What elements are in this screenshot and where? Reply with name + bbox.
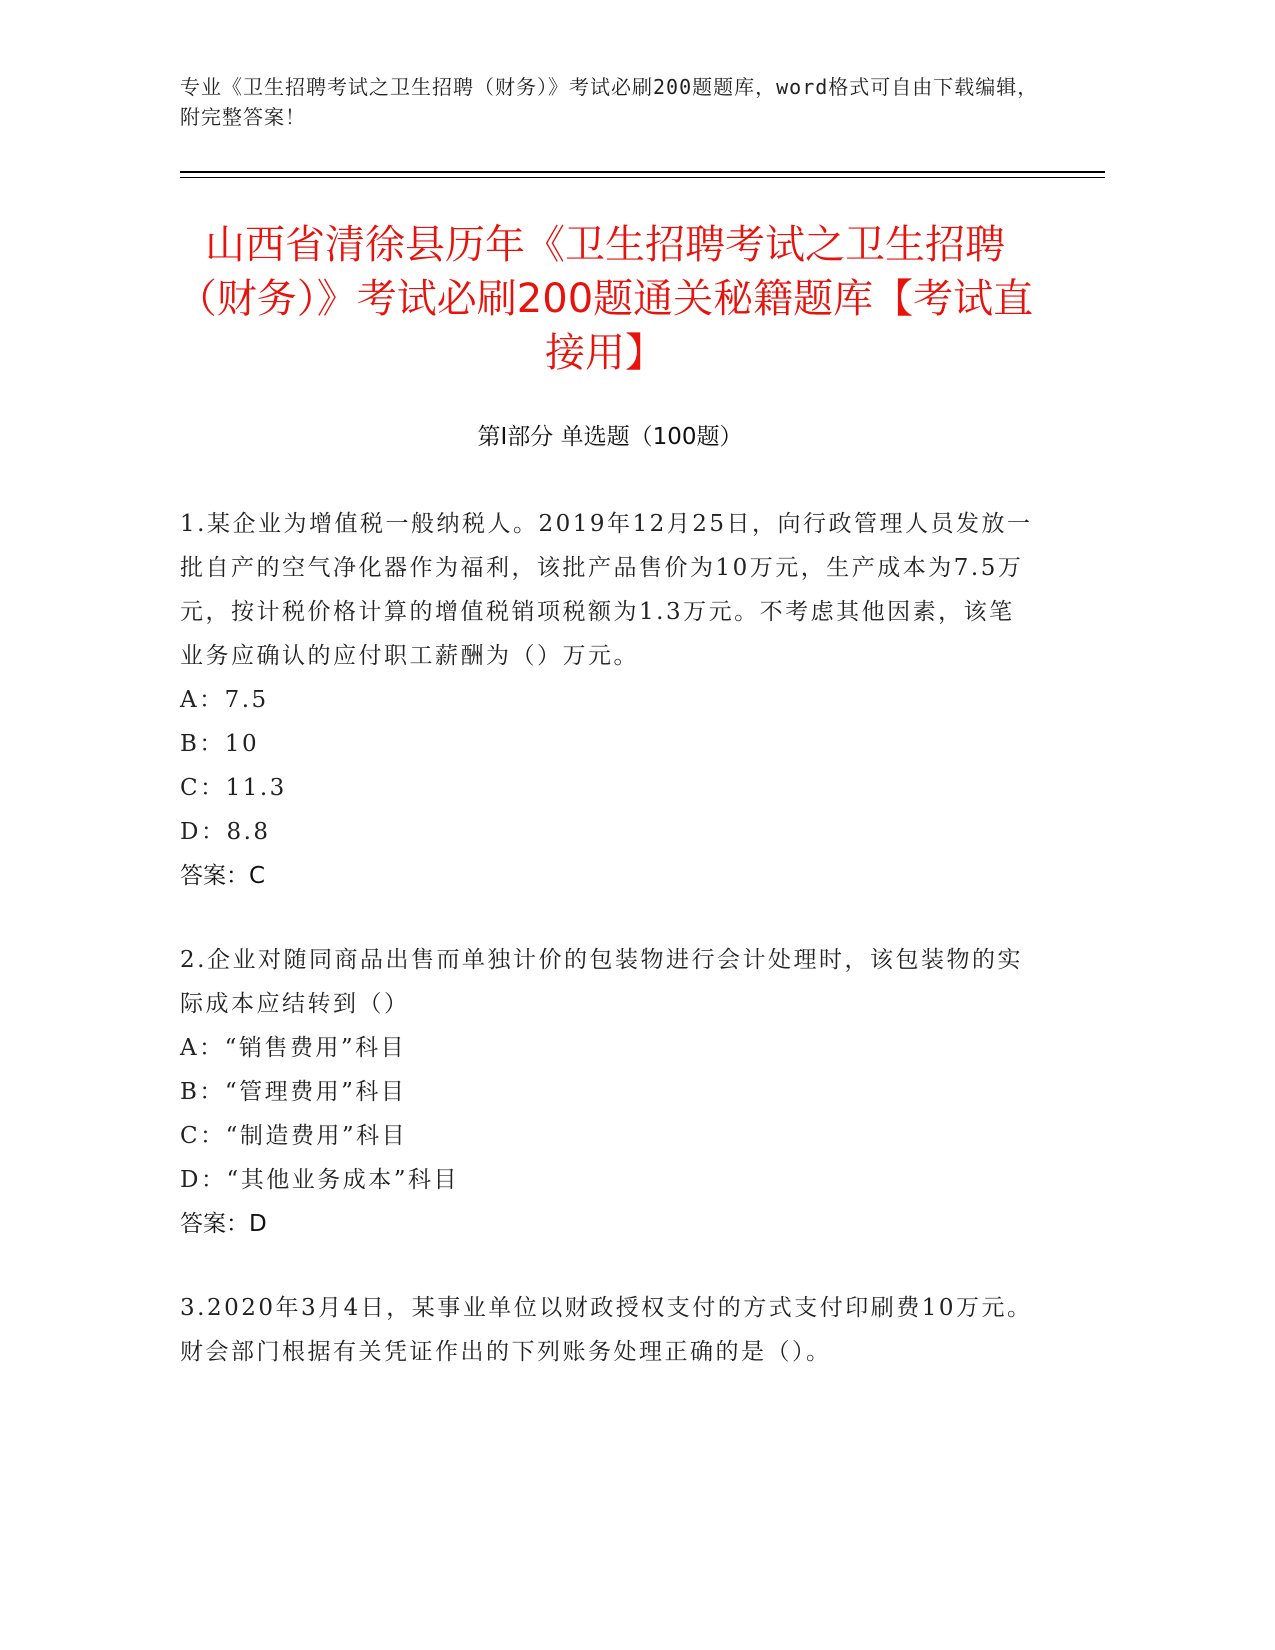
section-heading: 第Ⅰ部分 单选题（100题） — [477, 424, 743, 450]
answer: 答案：D — [180, 1211, 267, 1237]
header-note: 专业《卫生招聘考试之卫生招聘（财务）》考试必刷200题题库，word格式可自由下载编辑，附完整答案！ — [180, 75, 1039, 129]
question-3 — [180, 1286, 1040, 1374]
question-1 — [180, 502, 1040, 898]
option-d: D：“其他业务成本”科目 — [180, 1167, 459, 1193]
option-d: D：8.8 — [180, 819, 271, 845]
question-2 — [180, 938, 1040, 1246]
question-stem: 3.2020年3月4日，某事业单位以财政授权支付的方式支付印刷费10万元。财会部门根据有关凭证作出的下列账务处理正确的是（）。 — [180, 1295, 1033, 1365]
option-a: A：7.5 — [180, 687, 269, 713]
answer: 答案：C — [180, 863, 266, 889]
question-stem: 1.某企业为增值税一般纳税人。2019年12月25日，向行政管理人员发放一批自产的空气净化器作为福利，该批产品售价为10万元，生产成本为7.5万元，按计税价格计算的增值税销项税额为1.3万元。不考虑其他因素，该笔业务应确认的应付职工薪酬为（）万元。 — [180, 511, 1033, 669]
header-divider-thick — [180, 171, 1105, 173]
option-c: C：11.3 — [180, 775, 287, 801]
option-a: A：“销售费用”科目 — [180, 1035, 407, 1061]
document-title: 山西省清徐县历年《卫生招聘考试之卫生招聘（财务）》考试必刷200题通关秘籍题库【考试直接用】 — [176, 222, 1034, 376]
option-b: B：10 — [180, 731, 260, 757]
option-b: B：“管理费用”科目 — [180, 1079, 407, 1105]
header-divider-thin — [180, 177, 1105, 178]
option-c: C：“制造费用”科目 — [180, 1123, 408, 1149]
question-stem: 2.企业对随同商品出售而单独计价的包装物进行会计处理时，该包装物的实际成本应结转到（） — [180, 947, 1023, 1017]
